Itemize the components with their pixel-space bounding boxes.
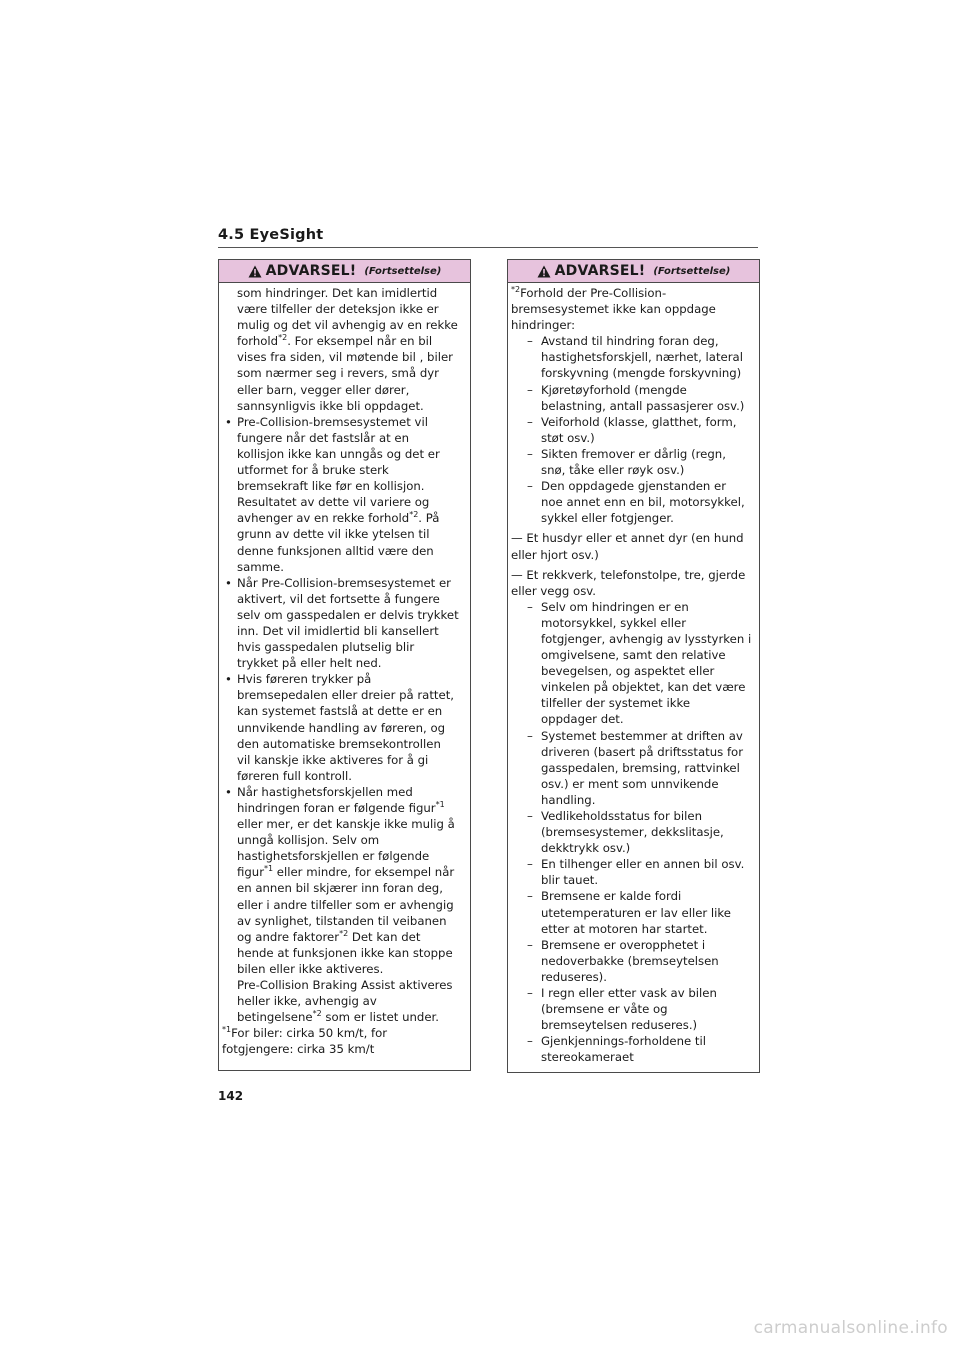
warning-box-right bbox=[507, 259, 760, 1073]
dash-item: – Systemet bestemmer at driften av driveren (basert på driftsstatus for gasspedalen, bremsing, rattvinkel osv.) er ment som unnvikende handling. bbox=[527, 728, 744, 807]
warning-header bbox=[508, 260, 759, 283]
bullet-item: • Hvis føreren trykker på bremsepedalen eller dreier på rattet, kan systemet fastslå at dette er en unnvikende handling av føreren, og den automatiske bremsekontrollen vil kanskje ikke aktiveres for å gi føreren full kontroll. bbox=[225, 672, 455, 783]
dash-item: – Sikten fremover er dårlig (regn, snø, tåke eller røyk osv.) bbox=[527, 446, 726, 478]
intro-paragraph: som hindringer. Det kan imidlertid være tilfeller der deteksjon ikke er mulig og det vil avhengig av en rekke forhold$^{*2}$. For eksempel når en bil vises fra siden, vil møtende bil , biler som nærmer seg i revers, små dyr eller barn, vegger eller dører, sannsynligvis ikke bli oppdaget. bbox=[237, 286, 458, 413]
dash-item: – Bremsene er overopphetet i nedoverbakke (bremseytelsen reduseres). bbox=[527, 937, 719, 984]
dash-item: – I regn eller etter vask av bilen (bremsene er våte og bremseytelsen reduseres.) bbox=[527, 986, 717, 1033]
warning-title: ADVARSEL! bbox=[554, 263, 646, 279]
bullet-item: • Når Pre-Collision-bremsesystemet er aktivert, vil det fortsette å fungere selv om gasspedalen er delvis trykket inn. Det vil imidlertid bli kansellert hvis gasspedalen plutselig blir trykket på eller helt ned. bbox=[225, 575, 459, 671]
warning-body bbox=[508, 283, 759, 1066]
dash-item: – Veiforhold (klasse, glatthet, form, støt osv.) bbox=[527, 414, 737, 445]
bullet-item: • Pre-Collision-bremsesystemet vil fungere når det fastslår at en kollisjon ikke kan unngås og det er utformet for å bruke sterk bremsekraft like før en kollisjon. Resultatet av dette vil variere og avhenger av en rekke forhold$^{*2}$. På grunn av dette vil ikke ytelsen til denne funksjonen alltid være den samme. bbox=[225, 414, 440, 574]
dash-item: – Gjenkjennings-forholdene til stereokameraet bbox=[527, 1034, 706, 1065]
footnote: $^{*1}$For biler: cirka 50 km/t, for fotgjengere: cirka 35 km/t bbox=[222, 1025, 388, 1057]
section-title: 4.5 EyeSight bbox=[218, 227, 324, 243]
warning-triangle-icon bbox=[537, 265, 551, 278]
dash-item: – Vedlikeholdsstatus for bilen (bremsesystemer, dekkslitasje, dekktrykk osv.) bbox=[527, 809, 724, 856]
dash-item: – Selv om hindringen er en motorsykkel, sykkel eller fotgjenger, avhengig av lysstyrken i omgivelsene, samt den relative bevegelsen, og aspektet eller vinkelen på objektet, kan det være tilfeller der systemet ikke oppdager det. bbox=[527, 599, 752, 727]
dash-item: – Bremsene er kalde fordi utetemperaturen er lav eller like etter at motoren har startet. bbox=[527, 889, 731, 936]
dash-item: – En tilhenger eller en annen bil osv. blir tauet. bbox=[527, 857, 745, 888]
dash-item: – Den oppdagede gjenstanden er noe annet enn en bil, motorsykkel, sykkel eller fotgjenger. bbox=[527, 479, 745, 526]
warning-title: ADVARSEL! bbox=[265, 263, 357, 279]
conditions-heading: $^{*2}$Forhold der Pre-Collision- bremsesystemet ikke kan oppdage hindringer: bbox=[511, 285, 716, 333]
section-header bbox=[218, 224, 758, 248]
page-number: 142 bbox=[218, 1089, 244, 1103]
warning-body bbox=[219, 283, 470, 1058]
warning-triangle-icon bbox=[248, 265, 262, 278]
emdash-item: — Et rekkverk, telefonstolpe, tre, gjerde eller vegg osv. bbox=[511, 567, 746, 598]
warning-continued: (Fortsettelse) bbox=[653, 265, 731, 277]
dash-item: – Avstand til hindring foran deg, hastighetsforskjell, nærhet, lateral forskyvning (mengde forskyvning) bbox=[527, 334, 743, 381]
warning-continued: (Fortsettelse) bbox=[364, 265, 442, 277]
emdash-item: — Et husdyr eller et annet dyr (en hund eller hjort osv.) bbox=[511, 531, 744, 562]
warning-header bbox=[219, 260, 470, 283]
bullet-item: • Når hastighetsforskjellen med hindringen foran er følgende figur$^{*1}$ eller mer, er det kanskje ikke mulig å unngå kollisjon. Selv om hastighetsforskjellen er følgende figur$^{*1}$ eller mindre, for eksempel når en annen bil skjærer inn foran deg, eller i andre tilfeller som er avhengig av synlighet, tilstanden til veibanen og andre faktorer$^{*2}$ Det kan det hende at funksjonen ikke kan stoppe bilen eller ikke aktiveres. Pre-Collision Braking Assist aktiveres heller ikke, avhengig av betingelsene$^{*2}$ som er listet under. bbox=[225, 784, 455, 1025]
warning-box-left bbox=[218, 259, 471, 1071]
watermark: carmanualsonline.info bbox=[753, 1318, 948, 1338]
dash-item: – Kjøretøyforhold (mengde belastning, antall passasjerer osv.) bbox=[527, 382, 745, 413]
